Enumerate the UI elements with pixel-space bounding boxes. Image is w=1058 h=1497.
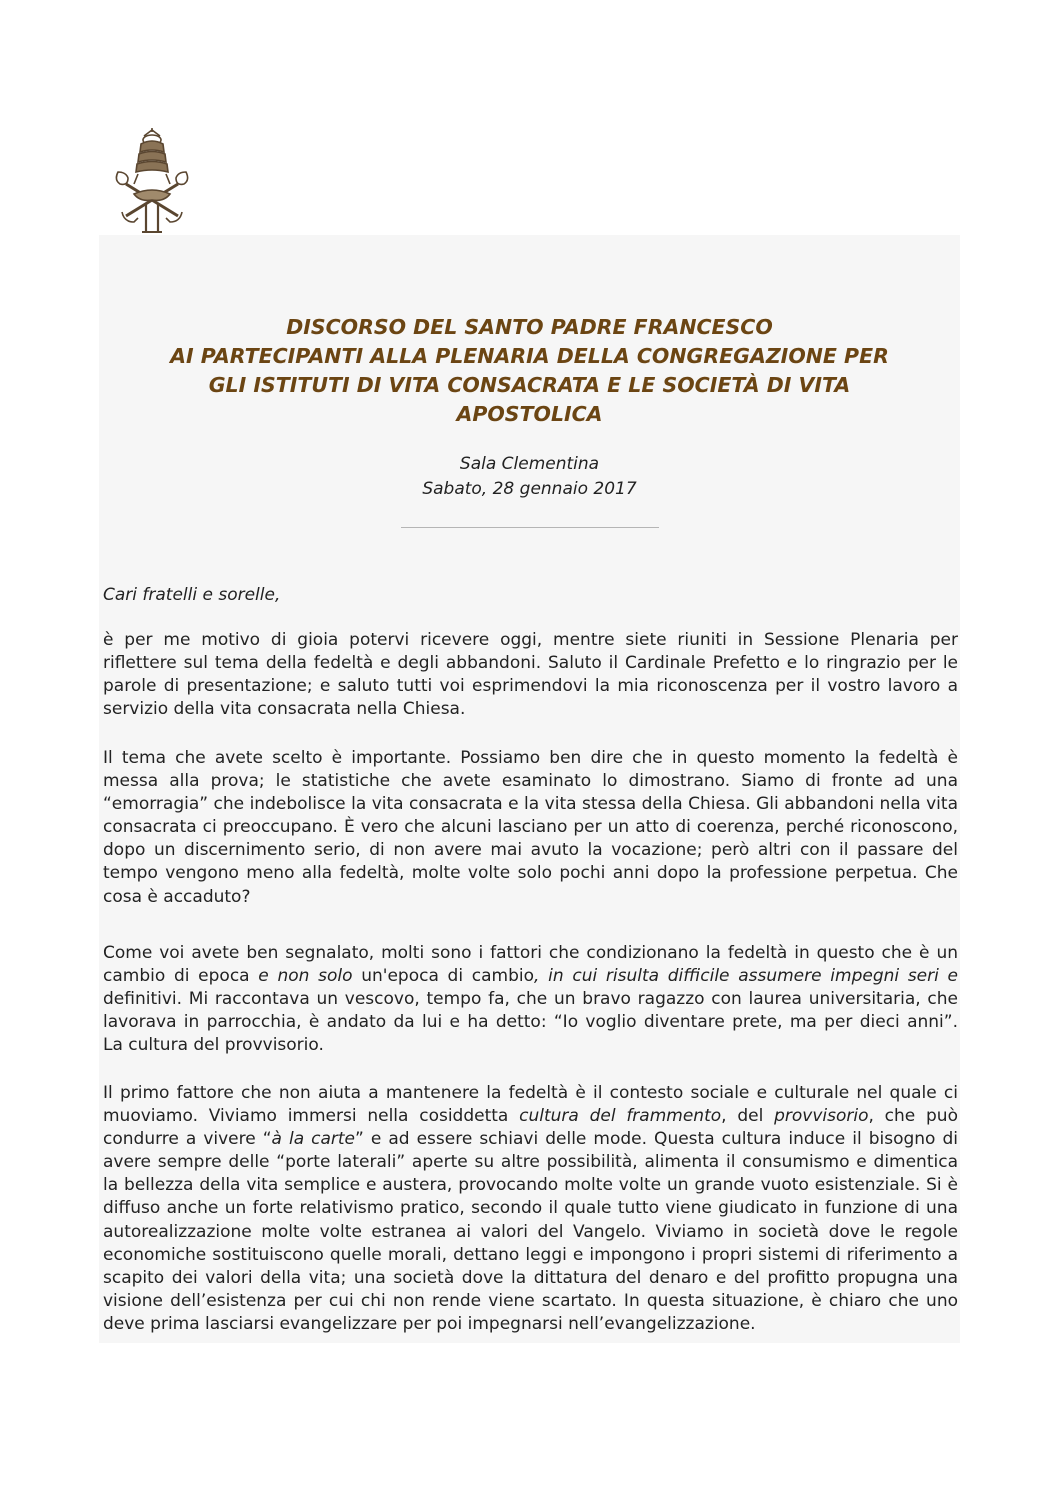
emphasis: cultura del frammento: [519, 1106, 722, 1127]
title-line: APOSTOLICA: [456, 402, 603, 426]
paragraph-line: cambio di epoca e non solo un'epoca di cambio, in cui risulta difficile assumere impegni seri e: [103, 966, 959, 987]
title-line: DISCORSO DEL SANTO PADRE FRANCESCO: [286, 315, 773, 339]
emphasis: , in cui risulta difficile assumere impegni seri e: [534, 966, 959, 987]
paragraph-line: riflettere sul tema della fedeltà e degli abbandoni. Saluto il Cardinale Prefetto e lo ringrazio per le: [103, 653, 958, 674]
paragraph-line: servizio della vita consacrata nella Chiesa.: [103, 699, 466, 720]
paragraph-line: parole di presentazione; e saluto tutti voi esprimendovi la mia riconoscenza per il vostro lavoro a: [103, 676, 958, 697]
papal-coat-of-arms-icon: [104, 128, 200, 234]
paragraph-line: “emorragia” che indebolisce la vita consacrata e la vita stessa della Chiesa. Gli abbandoni nella vita: [103, 794, 958, 815]
paragraph-line: la bellezza della vita semplice e austera, provocando molte volte un grande vuoto esistenziale. Si è: [103, 1175, 958, 1196]
paragraph-line: muoviamo. Viviamo immersi nella cosiddetta cultura del frammento, del provvisorio, che può: [103, 1106, 958, 1127]
event-date: Sabato, 28 gennaio 2017: [422, 479, 637, 499]
paragraph-line: Come voi avete ben segnalato, molti sono i fattori che condizionano la fedeltà in questo che è un: [103, 943, 958, 963]
paragraph: [103, 942, 958, 1057]
paragraph-line: è per me motivo di gioia potervi ricevere oggi, mentre siete riuniti in Sessione Plenaria per: [103, 630, 958, 650]
venue-name: Sala Clementina: [459, 454, 600, 474]
paragraph-line: diffuso anche un forte relativismo pratico, secondo il quale tutto viene giudicato in funzione di una: [103, 1198, 958, 1219]
venue-block: [99, 452, 960, 502]
emphasis: e non solo: [249, 966, 362, 987]
greeting: Cari fratelli e sorelle,: [103, 585, 281, 605]
title-line: AI PARTECIPANTI ALLA PLENARIA DELLA CONGREGAZIONE PER: [170, 344, 889, 368]
paragraph-line: consacrata ci preoccupano. È vero che alcuni lasciano per un atto di coerenza, perché riconoscono,: [103, 817, 958, 838]
paragraph-line: Il tema che avete scelto è importante. Possiamo ben dire che in questo momento la fedeltà è: [103, 748, 958, 768]
title-line: GLI ISTITUTI DI VITA CONSACRATA E LE SOCIETÀ DI VITA: [208, 373, 851, 397]
paragraph-line: economiche sostituiscono quelle morali, dettano leggi e impongono i propri sistemi di riferimento a: [103, 1244, 958, 1265]
paragraph: [103, 629, 958, 721]
paragraph-line: condurre a vivere “à la carte” e ad essere schiavi delle mode. Questa cultura induce il bisogno di: [103, 1129, 958, 1150]
divider: [401, 527, 659, 528]
paragraph-line: avere sempre delle “porte laterali” aperte su altre possibilità, alimenta il consumismo e dimentica: [103, 1152, 958, 1173]
paragraph-line: dopo un discernimento serio, di non avere mai avuto la vocazione; però altri con il passare del: [103, 840, 958, 861]
emphasis: à la carte: [271, 1129, 356, 1150]
paragraph-line: lavorava in parrocchia, è andato da lui e ha detto: “Io voglio diventare prete, ma per dieci anni”.: [103, 1012, 958, 1033]
paragraph: [103, 747, 958, 909]
paragraph-line: tempo vengono meno alla fedeltà, molte volte solo pochi anni dopo la professione perpetua. Che: [103, 863, 958, 884]
page-title: [99, 313, 960, 429]
emphasis: provvisorio: [774, 1106, 869, 1127]
paragraph-line: definitivi. Mi raccontava un vescovo, tempo fa, che un bravo ragazzo con laurea universitaria, che: [103, 989, 958, 1010]
paragraph: [103, 1082, 958, 1336]
paragraph-line: deve prima lasciarsi evangelizzare per poi impegnarsi nell’evangelizzazione.: [103, 1313, 756, 1334]
paragraph-line: cosa è accaduto?: [103, 886, 251, 907]
paragraph-line: Il primo fattore che non aiuta a mantenere la fedeltà è il contesto sociale e culturale nel quale ci: [103, 1083, 958, 1103]
paragraph-line: messa alla prova; le statistiche che avete esaminato lo dimostrano. Siamo di fronte ad una: [103, 771, 958, 792]
paragraph-line: visione dell’esistenza per cui chi non rende viene scartato. In questa situazione, è chiaro che uno: [103, 1290, 958, 1311]
paragraph-line: La cultura del provvisorio.: [103, 1035, 324, 1056]
paragraph-line: autorealizzazione molte volte estranea ai valori del Vangelo. Viviamo in società dove le regole: [103, 1221, 958, 1242]
paragraph-line: scapito dei valori della vita; una società dove la dittatura del denaro e del profitto propugna una: [103, 1267, 958, 1288]
